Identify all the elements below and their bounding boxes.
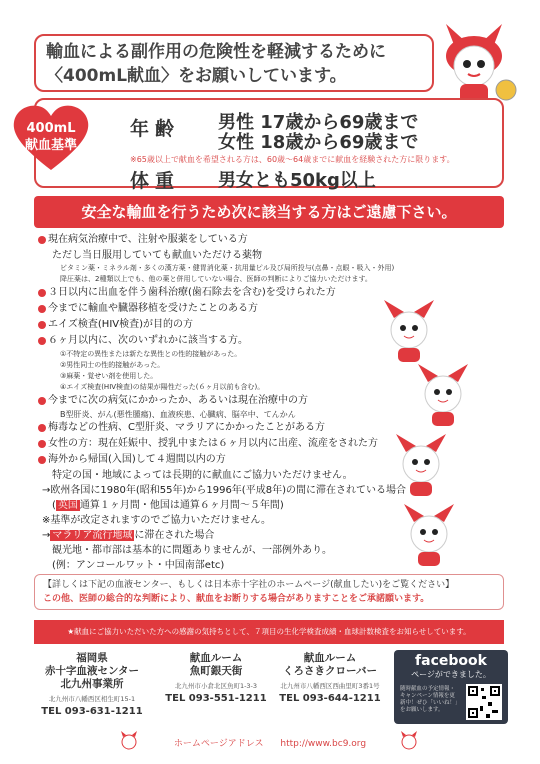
criteria-badge (12, 120, 90, 154)
malaria-label: マラリア流行地域 (52, 530, 133, 541)
bullet-icon (38, 440, 46, 448)
uk-label: 英国 (57, 500, 78, 511)
center-name-1: 福岡県 (76, 652, 108, 664)
bullet-icon (38, 236, 46, 244)
mascot-drop-icon (394, 500, 464, 570)
bullet-icon (38, 424, 46, 432)
center-name-1: 献血ルーム (189, 652, 243, 664)
center-tel: TEL 093-551-1211 (165, 693, 267, 704)
mascot-drop-icon (386, 430, 456, 500)
list-item (38, 393, 468, 409)
item-small: ②男性同士の性的接触があった。 (60, 361, 165, 369)
bullet-icon (38, 397, 46, 405)
bullet-icon (38, 289, 46, 297)
weight-value: 男女とも50kg以上 (218, 170, 376, 191)
item-small: 降圧薬は、2種類以上でも、他の薬と併用していない場合、医師の判断によりご協力いただけます。 (60, 275, 372, 283)
center-fukuoka (34, 652, 150, 717)
info-box (34, 574, 504, 610)
item-small: ビタミン薬・ミネラル剤・多くの漢方薬・健胃消化薬・抗用量ピル及び局所投与(点鼻・点眼・吸入・外用) (60, 264, 395, 272)
mascot-drop-icon (408, 360, 478, 430)
center-name-1: 献血ルーム (303, 652, 357, 664)
bullet-icon (38, 305, 46, 313)
bullet-icon (38, 337, 46, 345)
item-text: 海外から帰国(入国)して４週間以内の方 (48, 454, 226, 465)
item-text: ６ヶ月以内に、次のいずれかに該当する方。 (48, 335, 248, 346)
arrow-text: → (42, 530, 51, 541)
thanks-banner: ★献血にご協力いただいた方への感謝の気持ちとして、７項目の生化学検査成績・血球計数検査をお知らせしています。 (34, 620, 504, 644)
center-address: 北九州市八幡西区西曲里町3番1号 (280, 682, 380, 690)
header-line-1: 輸血による副作用の危険性を軽減するために (46, 42, 386, 62)
age-label: 年齢 (130, 118, 181, 140)
center-uomachi (158, 652, 274, 704)
item-sub: (例：アンコールワット・中国南部etc) (52, 560, 225, 571)
facebook-box[interactable] (394, 650, 508, 724)
center-tel: TEL 093-644-1211 (279, 693, 381, 704)
item-small: ①不特定の異性または新たな異性との性的接触があった。 (60, 350, 242, 358)
header-line-2: 〈400mL献血〉をお願いしています。 (46, 66, 347, 86)
uk-text: 通算１ヶ月間・他国は通算６ヶ月間〜５年間) (79, 500, 284, 511)
item-text: 今までに輸血や臓器移植を受けたことのある方 (48, 303, 258, 314)
footer-label: ホームページアドレス (173, 739, 264, 749)
bullet-icon (38, 321, 46, 329)
item-small: B型肝炎、がん(悪性腫瘍)、血液疾患、心臓病、脳卒中、てんかん (60, 410, 296, 419)
mascot-drop-icon (374, 296, 444, 366)
info-line-2: この他、医師の総合的な判断により、献血をお断りする場合がありますことをご承諾願います。 (43, 594, 430, 604)
badge-line-1: 400mL (26, 121, 76, 136)
center-tel: TEL 093-631-1211 (41, 706, 143, 717)
item-sub: 特定の国・地域によっては長期的に献血にご協力いただけません。 (52, 470, 353, 481)
item-text: 梅毒などの性病、C型肝炎、マラリアにかかったことがある方 (48, 422, 325, 433)
warning-banner: 安全な輸血を行うため次に該当する方はご遠慮下さい。 (34, 196, 504, 228)
center-address: 北九州市八幡西区相生町15-1 (48, 695, 136, 703)
item-text: ３日以内に出血を伴う歯科治療(歯石除去を含む)を受けられた方 (48, 287, 336, 298)
list-item (38, 232, 468, 248)
item-small: ③麻薬・覚せい剤を使用した。 (60, 372, 158, 380)
paren-open: ( (52, 500, 56, 511)
header-box (34, 34, 434, 92)
age-female: 女性 18歳から69歳まで (218, 132, 419, 153)
item-sub: →欧州各国に1980年(昭和55年)から1996年(平成8年)の間に滞在されている場合 (42, 485, 406, 496)
weight-label: 体重 (130, 170, 181, 192)
footer (0, 736, 540, 749)
malaria-text: に滞在された場合 (134, 530, 215, 541)
center-address: 北九州市小倉北区魚町1-3-3 (174, 682, 258, 690)
badge-line-2: 献血基準 (24, 138, 77, 153)
facebook-subtitle: ページができました。 (411, 670, 491, 679)
item-text: 現在病気治療中で、注射や服薬をしている方 (48, 234, 248, 245)
center-name-2: くろさきクローバー (283, 665, 377, 677)
item-small: ④エイズ検査(HIV検査)の結果が陽性だった(６ヶ月以前も含む)。 (60, 383, 265, 391)
item-text: 今までに次の病気にかかったか、あるいは現在治療中の方 (48, 395, 308, 406)
center-name-2: 魚町銀天街 (189, 665, 243, 677)
age-note: ※65歳以上で献血を希望される方は、60歳〜64歳までに献血を経験された方に限ります。 (130, 155, 455, 164)
facebook-desc: 随時献血の予定情報・キャンペーン情報を更新中！ぜひ「いいね！」をお願いします。 (400, 686, 458, 713)
item-sub: ※基準が改定されますのでご協力いただけません。 (42, 515, 271, 526)
item-text: 女性の方：現在妊娠中、授乳中または６ヶ月以内に出産、流産をされた方 (48, 438, 378, 449)
item-text: エイズ検査(HIV検査)が目的の方 (48, 319, 194, 330)
center-name-2: 赤十字血液センター (44, 665, 140, 677)
center-kurosaki (272, 652, 388, 704)
footer-url[interactable]: http://www.bc9.org (280, 739, 367, 749)
item-sub: ただし当日服用していても献血いただける薬物 (52, 250, 262, 261)
facebook-title: facebook (415, 653, 487, 669)
age-male: 男性 17歳から69歳まで (218, 112, 419, 133)
bullet-icon (38, 456, 46, 464)
center-name-3: 北九州事業所 (60, 678, 124, 690)
mascot-small-icon (398, 730, 420, 752)
item-sub: 観光地・都市部は基本的に問題ありませんが、一部例外あり。 (52, 545, 332, 556)
info-line-1: 【詳しくは下記の血液センター、もしくは日本赤十字社のホームページ(献血したい)をご覧ください】 (43, 580, 455, 590)
qr-code-icon[interactable] (466, 684, 502, 720)
